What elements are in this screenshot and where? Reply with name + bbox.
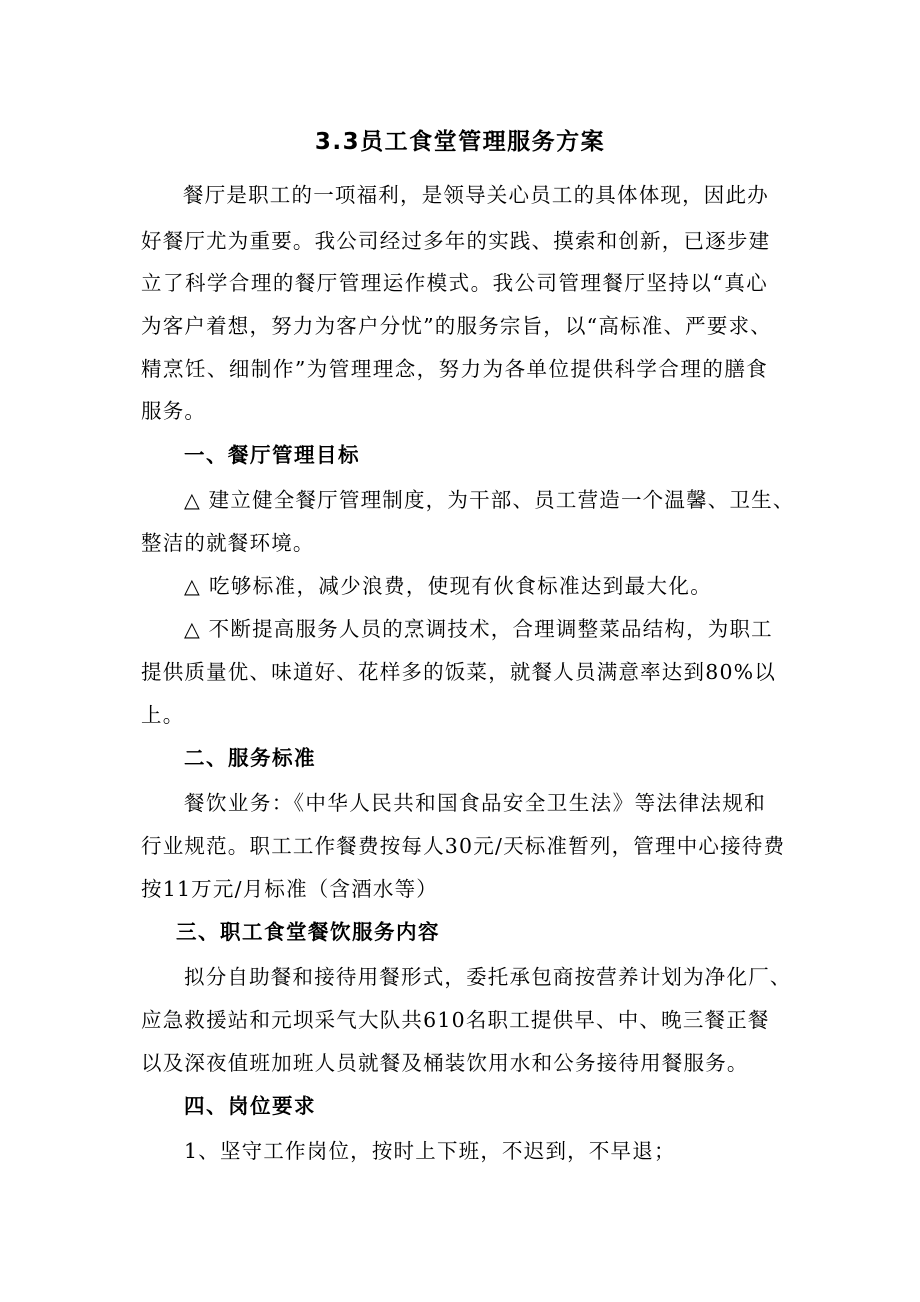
section-heading: 四、岗位要求 — [184, 1094, 316, 1118]
section-heading: 一、餐厅管理目标 — [184, 443, 360, 467]
bullet-line: △ 不断提高服务人员的烹调技术，合理调整菜品结构，为职工 — [184, 617, 773, 641]
bullet-line: △ 吃够标准，减少浪费，使现有伙食标准达到最大化。 — [184, 574, 712, 598]
section-heading: 三、职工食堂餐饮服务内容 — [176, 920, 440, 944]
paragraph-line: 服务。 — [141, 399, 207, 423]
document-title: 3.3员工食堂管理服务方案 — [314, 129, 606, 155]
paragraph-line: 应急救援站和元坝采气大队共610名职工提供早、中、晚三餐正餐 — [141, 1008, 770, 1032]
paragraph-line: 按11万元/月标准（含酒水等） — [141, 877, 438, 901]
paragraph-line: 提供质量优、味道好、花样多的饭菜，就餐人员满意率达到80%以 — [141, 660, 777, 684]
paragraph-line: 以及深夜值班加班人员就餐及桶装饮用水和公务接待用餐服务。 — [141, 1051, 749, 1075]
paragraph-line: 餐饮业务：《中华人民共和国食品安全卫生法》等法律法规和 — [184, 791, 766, 815]
paragraph-line: 餐厅是职工的一项福利，是领导关心员工的具体体现，因此办 — [183, 183, 769, 207]
section-heading: 二、服务标准 — [184, 746, 316, 770]
paragraph-line: 精烹饪、细制作”为管理理念，努力为各单位提供科学合理的膳食 — [141, 357, 768, 381]
paragraph-line: 立了科学合理的餐厅管理运作模式。我公司管理餐厅坚持以“真心 — [141, 271, 768, 295]
paragraph-line: 上。 — [141, 703, 185, 727]
paragraph-line: 行业规范。职工工作餐费按每人30元/天标准暂列，管理中心接待费 — [141, 834, 786, 858]
paragraph-line: 为客户着想，努力为客户分忧”的服务宗旨，以“高标准、严要求、 — [141, 314, 772, 338]
paragraph-line: 拟分自助餐和接待用餐形式，委托承包商按营养计划为净化厂、 — [184, 965, 792, 989]
paragraph-line: 好餐厅尤为重要。我公司经过多年的实践、摸索和创新，已逐步建 — [141, 229, 771, 253]
paragraph-line: 整洁的就餐环境。 — [141, 531, 315, 555]
paragraph-line: 1、坚守工作岗位，按时上下班，不迟到，不早退； — [184, 1139, 676, 1163]
bullet-line: △ 建立健全餐厅管理制度，为干部、员工营造一个温馨、卫生、 — [184, 488, 795, 512]
